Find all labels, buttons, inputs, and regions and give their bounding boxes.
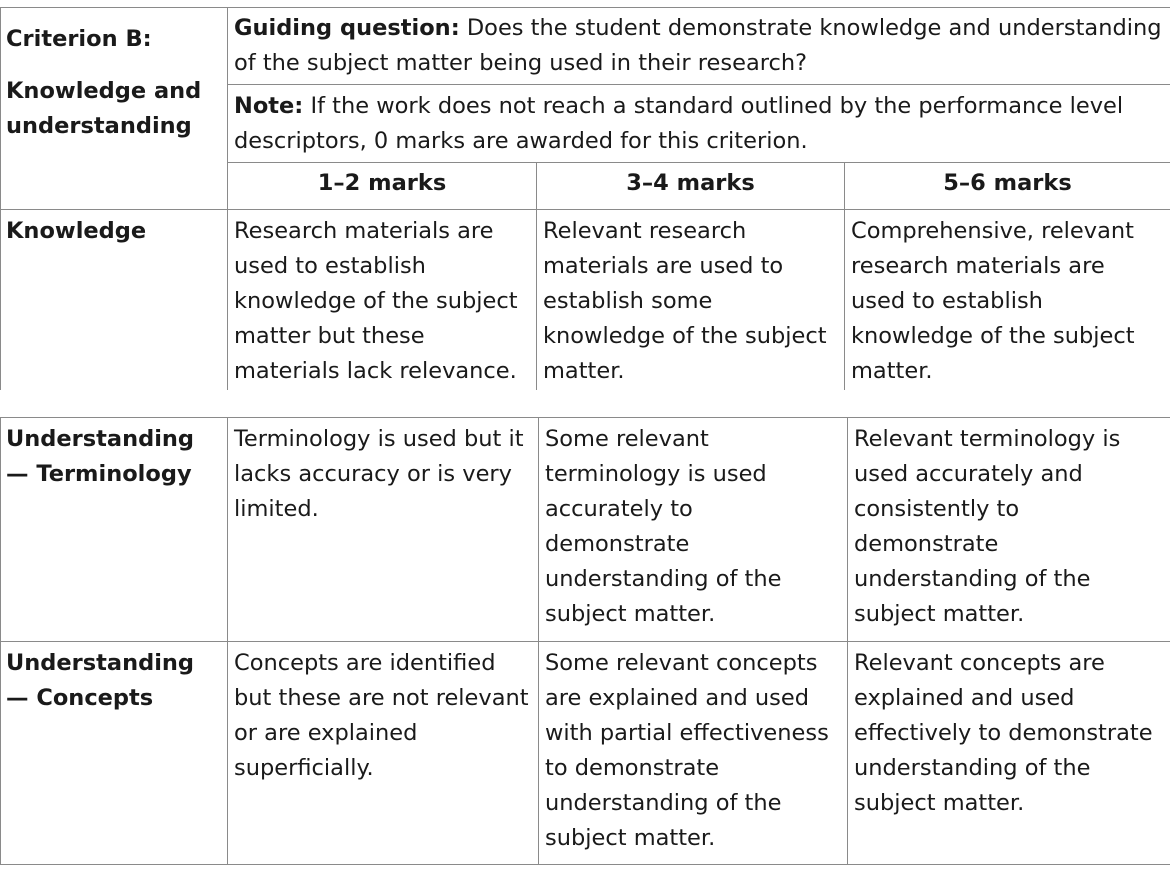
- rubric-table-top: [0, 7, 1170, 390]
- guiding-question-cell: [228, 8, 1170, 85]
- row-label-knowledge: Knowledge: [1, 210, 228, 390]
- row-label-terminology: Understanding — Terminology: [1, 418, 228, 642]
- terminology-cell-2: Some relevant terminology is used accurately to demonstrate understanding of the subject matter.: [539, 418, 848, 642]
- knowledge-cell-1: Research materials are used to establish knowledge of the subject matter but these materials lack relevance.: [228, 210, 537, 390]
- table-row-concepts: [1, 642, 1170, 865]
- concepts-cell-3: Relevant concepts are explained and used effectively to demonstrate understanding of the subject matter.: [848, 642, 1170, 865]
- level-header-3: 5–6 marks: [845, 163, 1170, 210]
- concepts-cell-2: Some relevant concepts are explained and used with partial effectiveness to demonstrate understanding of the subject matter.: [539, 642, 848, 865]
- rubric-table-middle: [0, 417, 1170, 642]
- row-label-concepts: Understanding — Concepts: [1, 642, 228, 865]
- criterion-title: Criterion B:: [6, 26, 152, 52]
- knowledge-cell-2: Relevant research materials are used to establish some knowledge of the subject matter.: [537, 210, 845, 390]
- guiding-question-label: Guiding question:: [234, 15, 460, 41]
- criterion-cell: [1, 8, 228, 210]
- knowledge-cell-3: Comprehensive, relevant research materials are used to establish knowledge of the subject matter.: [845, 210, 1170, 390]
- note-text: If the work does not reach a standard outlined by the performance level descriptors, 0 marks are awarded for this criterion.: [234, 93, 1124, 154]
- terminology-cell-1: Terminology is used but it lacks accuracy or is very limited.: [228, 418, 539, 642]
- table-row-knowledge: [1, 210, 1170, 390]
- concepts-cell-1: Concepts are identified but these are not relevant or are explained superficially.: [228, 642, 539, 865]
- level-header-1: 1–2 marks: [228, 163, 537, 210]
- note-cell: [228, 85, 1170, 163]
- criterion-name: Knowledge and understanding: [6, 78, 202, 139]
- table-row-terminology: [1, 418, 1170, 642]
- note-label: Note:: [234, 93, 304, 119]
- guiding-question-text: Does the student demonstrate knowledge and understanding of the subject matter being used in their research?: [234, 15, 1162, 76]
- rubric-table-bottom: [0, 641, 1170, 865]
- level-header-2: 3–4 marks: [537, 163, 845, 210]
- terminology-cell-3: Relevant terminology is used accurately and consistently to demonstrate understanding of the subject matter.: [848, 418, 1170, 642]
